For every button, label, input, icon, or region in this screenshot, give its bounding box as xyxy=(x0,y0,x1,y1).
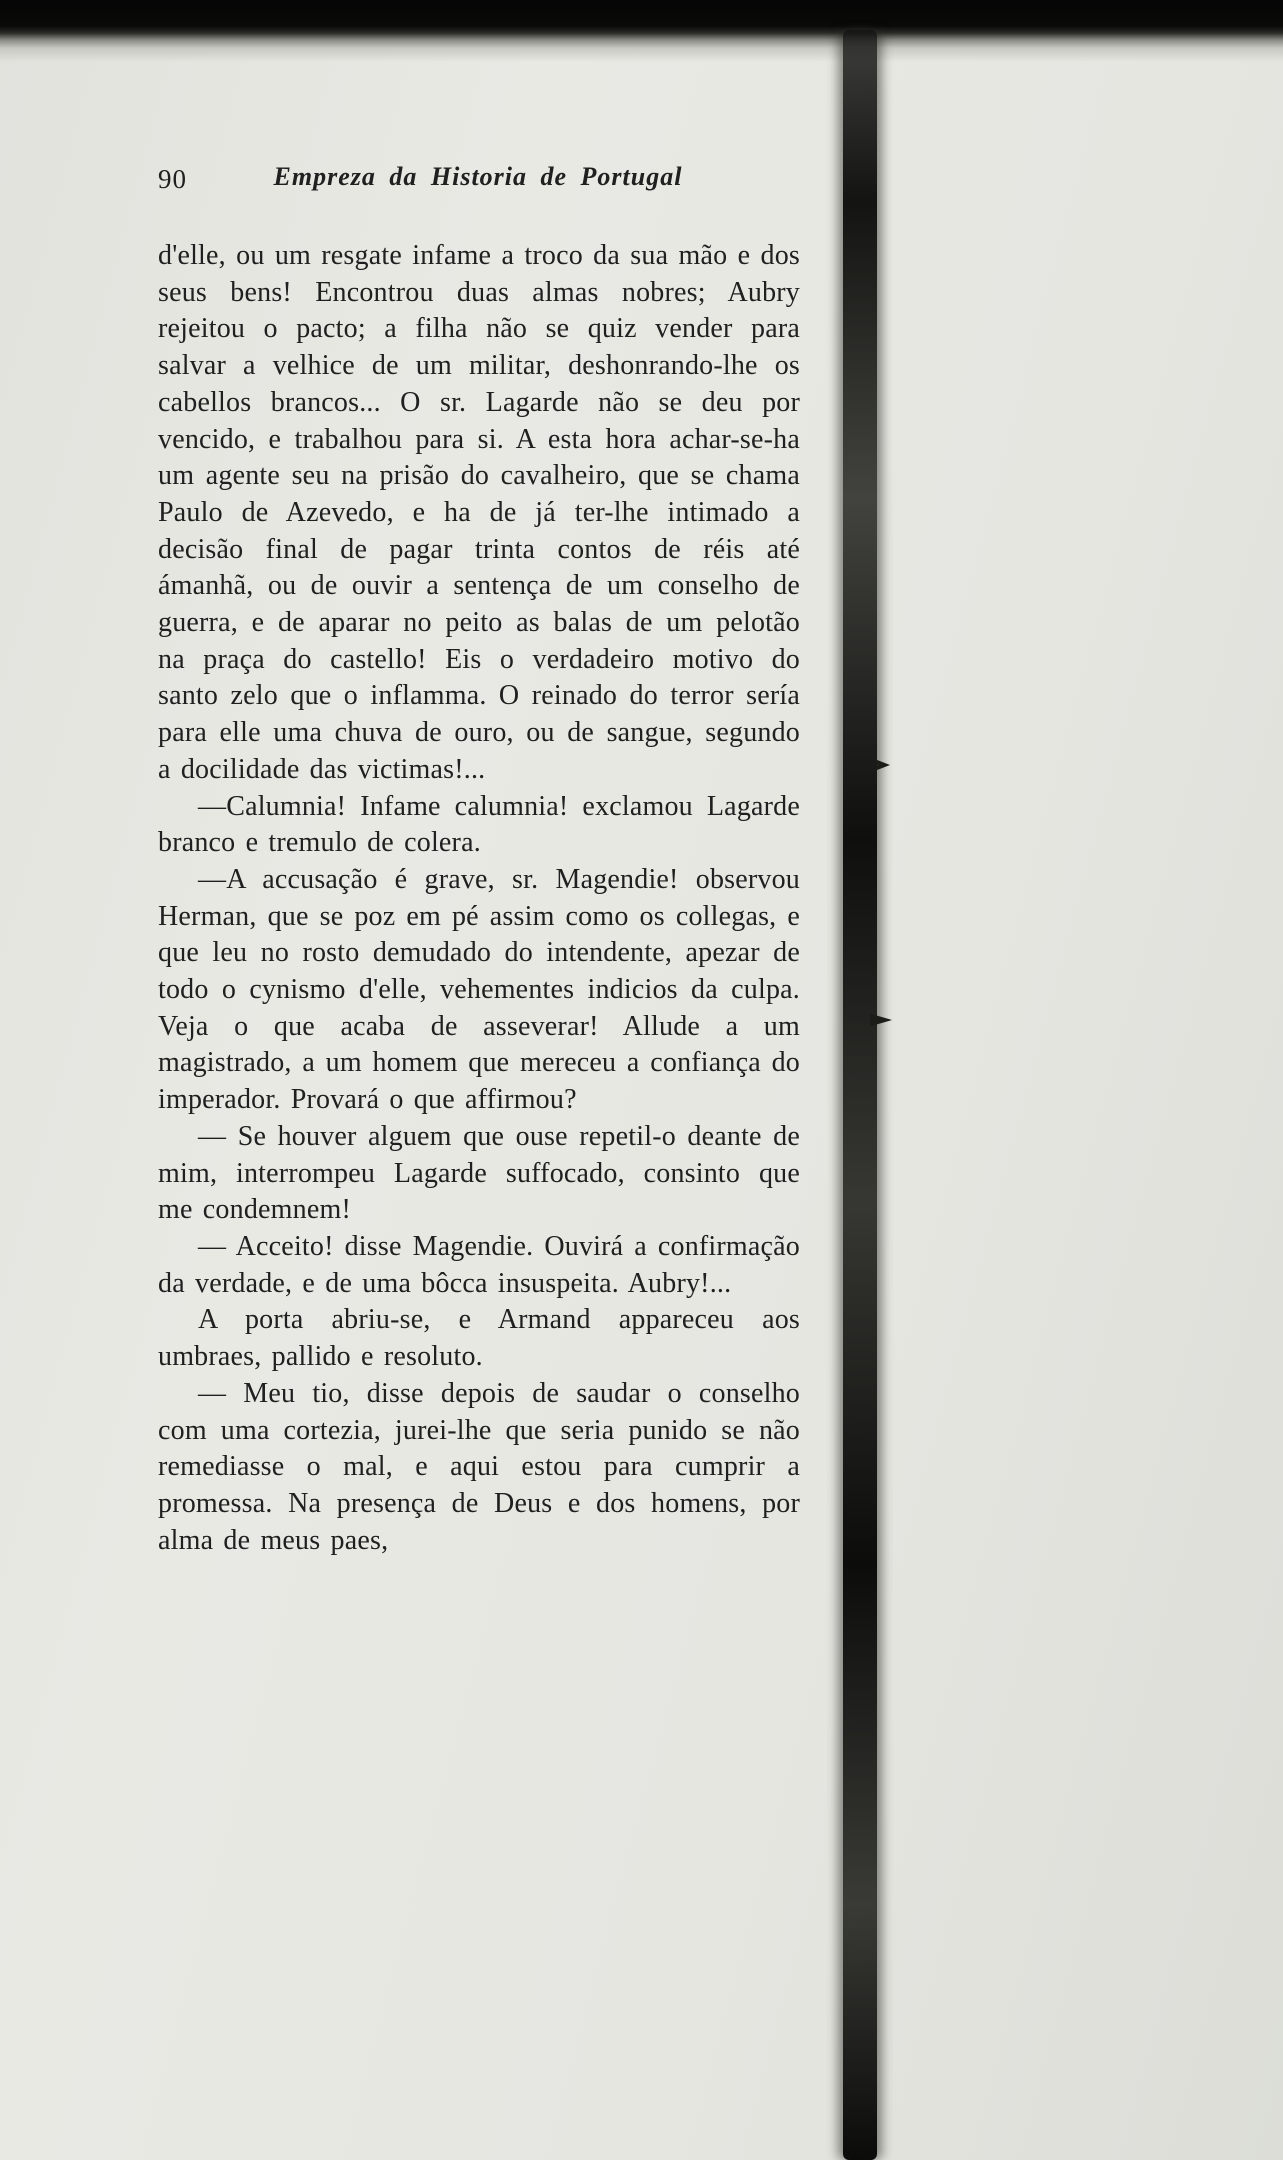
body-text xyxy=(158,238,800,1559)
page-number: 90 xyxy=(158,164,187,194)
paragraph: — Acceito! disse Magendie. Ouvirá a confirmação da verdade, e de uma bôcca insuspeita. Aubry!... xyxy=(158,1230,800,1299)
book-gutter-shadow xyxy=(843,30,877,2160)
page-header xyxy=(158,162,798,192)
paragraph: d'elle, ou um resgate infame a troco da sua mão e dos seus bens! Encontrou duas almas nobres; Aubry rejeitou o pacto; a filha não se quiz vender para salvar a velhice de um militar, deshonrando-lhe os cabellos brancos... O sr. Lagarde não se deu por vencido, e trabalhou para si. A esta hora achar-se-ha um agente seu na prisão do cavalheiro, que se chama Paulo de Azevedo, e ha de já ter-lhe intimado a decisão final de pagar trinta contos de réis até ámanhã, ou de ouvir a sentença de um conselho de guerra, e de aparar no peito as balas de um pelotão na praça do castello! Eis o verdadeiro motivo do santo zelo que o inflamma. O reinado do terror sería para elle uma chuva de ouro, ou de sangue, segundo a docilidade das victimas!... xyxy=(158,240,800,785)
paragraph: —A accusação é grave, sr. Magendie! observou Herman, que se poz em pé assim como os collegas, e que leu no rosto demudado do intendente, apezar de todo o cynismo d'elle, vehementes indicios da culpa. Veja o que acaba de asseverar! Allude a um magistrado, a um homem que mereceu a confiança do imperador. Provará o que affirmou? xyxy=(158,863,800,1116)
scan-edge-top xyxy=(0,0,1283,62)
paragraph: —Calumnia! Infame calumnia! exclamou Lagarde branco e tremulo de colera. xyxy=(158,790,800,859)
paragraph: — Se houver alguem que ouse repetil-o deante de mim, interrompeu Lagarde suffocado, consinto que me condemnem! xyxy=(158,1120,800,1226)
running-title: Empreza da Historia de Portugal xyxy=(273,162,683,191)
paragraph: A porta abriu-se, e Armand appareceu aos umbraes, pallido e resoluto. xyxy=(158,1304,800,1373)
paragraph: — Meu tio, disse depois de saudar o conselho com uma cortezia, jurei-lhe que seria punido se não remediasse o mal, e aqui estou para cumprir a promessa. Na presença de Deus e dos homens, por alma de meus paes, xyxy=(158,1377,800,1556)
